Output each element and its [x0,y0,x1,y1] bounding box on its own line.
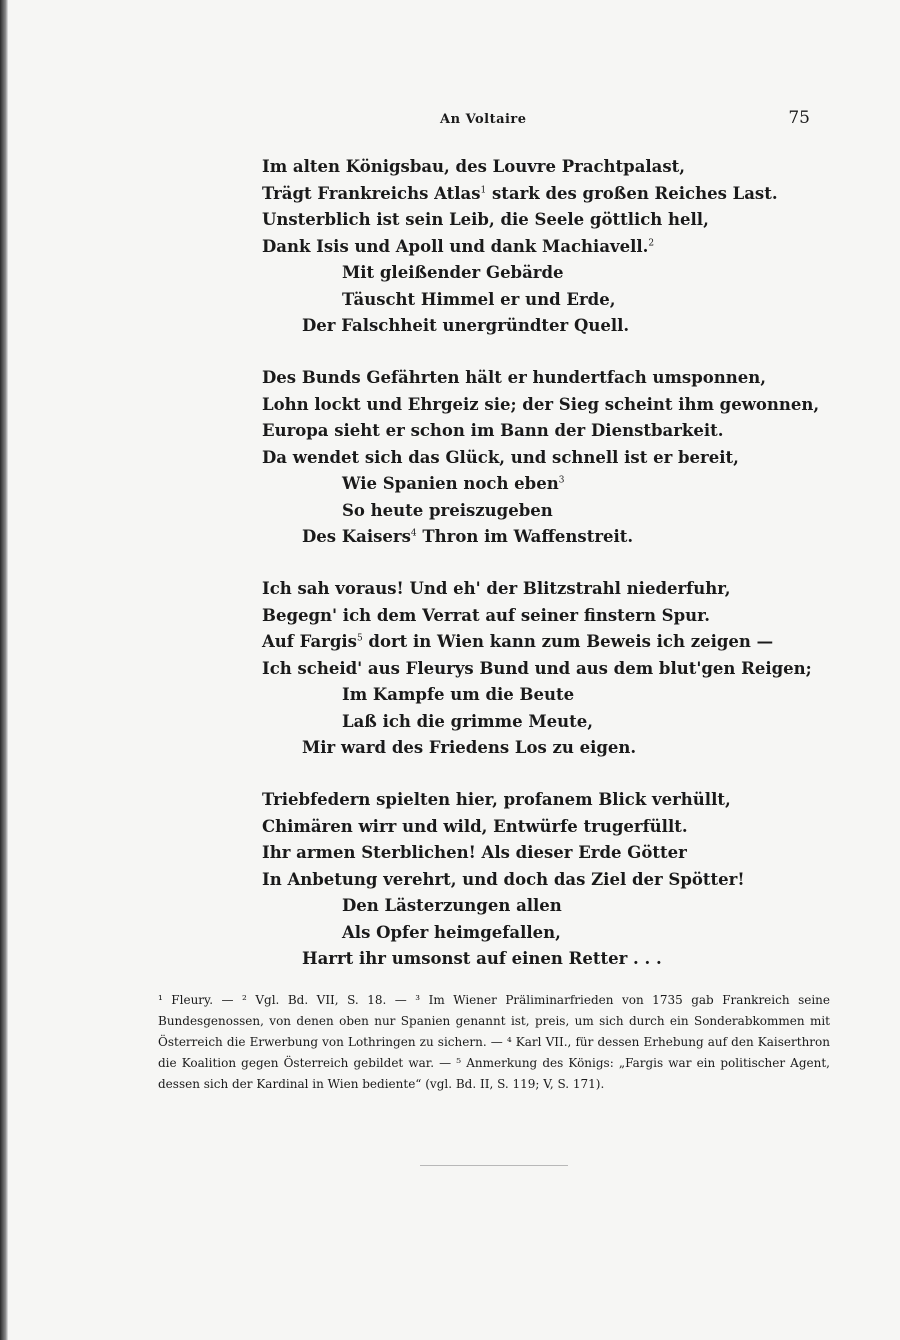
poem-line [262,445,822,472]
poem-line [262,814,822,841]
poem-line [262,576,822,603]
poem-line [262,313,822,340]
poem-line-text: Triebfedern spielten hier, profanem Blick verhüllt, [262,790,731,809]
stanza [262,154,822,340]
footnote-text: ¹ Fleury. — ² Vgl. Bd. VII, S. 18. — ³ Im Wiener Präliminarfrieden von 1735 gab Frankreich seine Bundesgenossen, von denen oben nur Spanien genannt ist, preis, um sich durch ein Sonderabkommen mit Österreich die Erwerbung von Lothringen zu sichern. — ⁴ Karl VII., für dessen Erhebung auf den Kaiserthron die Koalition gegen Österreich gebildet war. — ⁵ Anmerkung des Königs: „Fargis war ein politischer Agent, dessen sich der Kardinal in Wien bediente“ (vgl. Bd. II, S. 119; V, S. 171). [158,993,830,1091]
poem-line [262,946,822,973]
poem-line-text: Im alten Königsbau, des Louvre Prachtpalast, [262,157,686,176]
poem-line-text: Dank Isis und Apoll und dank Machiavell. [262,236,649,256]
poem-line [262,260,822,287]
poem-line [262,181,822,208]
poem-line-text: In Anbetung verehrt, und doch das Ziel der Spötter! [262,869,745,889]
poem-line [262,603,822,630]
poem-line-text: Laß ich die grimme Meute, [342,711,593,731]
page-number: 75 [788,108,810,128]
poem-line-text: Begegn' ich dem Verrat auf seiner finstern Spur. [262,605,711,625]
poem-line-tail: Thron im Waffenstreit. [416,527,634,546]
stanza [262,365,822,551]
poem-line [262,709,822,736]
poem-line [262,735,822,762]
poem-line [262,418,822,445]
poem-line-text: So heute preiszugeben [342,500,553,520]
poem-line-text: Ich scheid' aus Fleurys Bund und aus dem blut'gen Reigen; [262,658,812,678]
end-rule [420,1165,568,1166]
poem-line [262,893,822,920]
poem-line-text: Ihr armen Sterblichen! Als dieser Erde Götter [262,843,687,862]
poem-line [262,787,822,814]
poem-line [262,471,822,498]
stanza [262,787,822,973]
poem-line [262,629,822,656]
poem-line [262,524,822,551]
poem [262,154,822,998]
poem-line-text: Mit gleißender Gebärde [342,263,564,282]
poem-line-text: Wie Spanien noch eben [342,474,559,493]
page-edge-shadow [0,0,8,1340]
poem-line-text: Harrt ihr umsonst auf einen Retter . . . [302,949,662,968]
footnote-marker: 4 [410,528,417,539]
poem-line-text: Trägt Frankreichs Atlas [262,183,481,203]
poem-line [262,365,822,392]
footnotes [158,990,830,1095]
footnote-marker: 1 [480,185,487,195]
poem-line-text: Auf Fargis [262,632,357,651]
poem-line-text: Im Kampfe um die Beute [342,685,575,704]
footnote-marker: 5 [356,633,363,644]
poem-line-text: Des Kaisers [302,527,411,546]
poem-line [262,840,822,867]
poem-line-text: Unsterblich ist sein Leib, die Seele göttlich hell, [262,210,709,229]
poem-line-text: Chimären wirr und wild, Entwürfe trugerfüllt. [262,816,688,836]
footnote-marker: 3 [558,475,565,486]
footnote-marker: 2 [648,238,655,248]
poem-line [262,287,822,314]
poem-line [262,867,822,894]
poem-line [262,154,822,181]
poem-line-text: Als Opfer heimgefallen, [342,922,561,942]
poem-line-text: Ich sah voraus! Und eh' der Blitzstrahl niederfuhr, [262,579,731,598]
running-title: An Voltaire [440,112,527,127]
poem-line-text: Den Lästerzungen allen [342,896,562,915]
poem-line-text: Europa sieht er schon im Bann der Dienstbarkeit. [262,421,724,440]
poem-line-tail: dort in Wien kann zum Beweis ich zeigen — [362,632,774,651]
stanza [262,576,822,762]
poem-line-tail: stark des großen Reiches Last. [486,183,778,203]
poem-line-text: Der Falschheit unergründter Quell. [302,316,630,335]
poem-line [262,656,822,683]
poem-line [262,920,822,947]
poem-line [262,682,822,709]
poem-line [262,392,822,419]
poem-line [262,207,822,234]
poem-line-text: Lohn lockt und Ehrgeiz sie; der Sieg scheint ihm gewonnen, [262,394,820,414]
page-header [260,108,820,132]
poem-line-text: Täuscht Himmel er und Erde, [342,289,616,309]
poem-line [262,498,822,525]
poem-line-text: Des Bunds Gefährten hält er hundertfach umsponnen, [262,368,766,387]
poem-line-text: Mir ward des Friedens Los zu eigen. [302,738,637,757]
poem-line [262,234,822,261]
poem-line-text: Da wendet sich das Glück, und schnell ist er bereit, [262,447,739,467]
